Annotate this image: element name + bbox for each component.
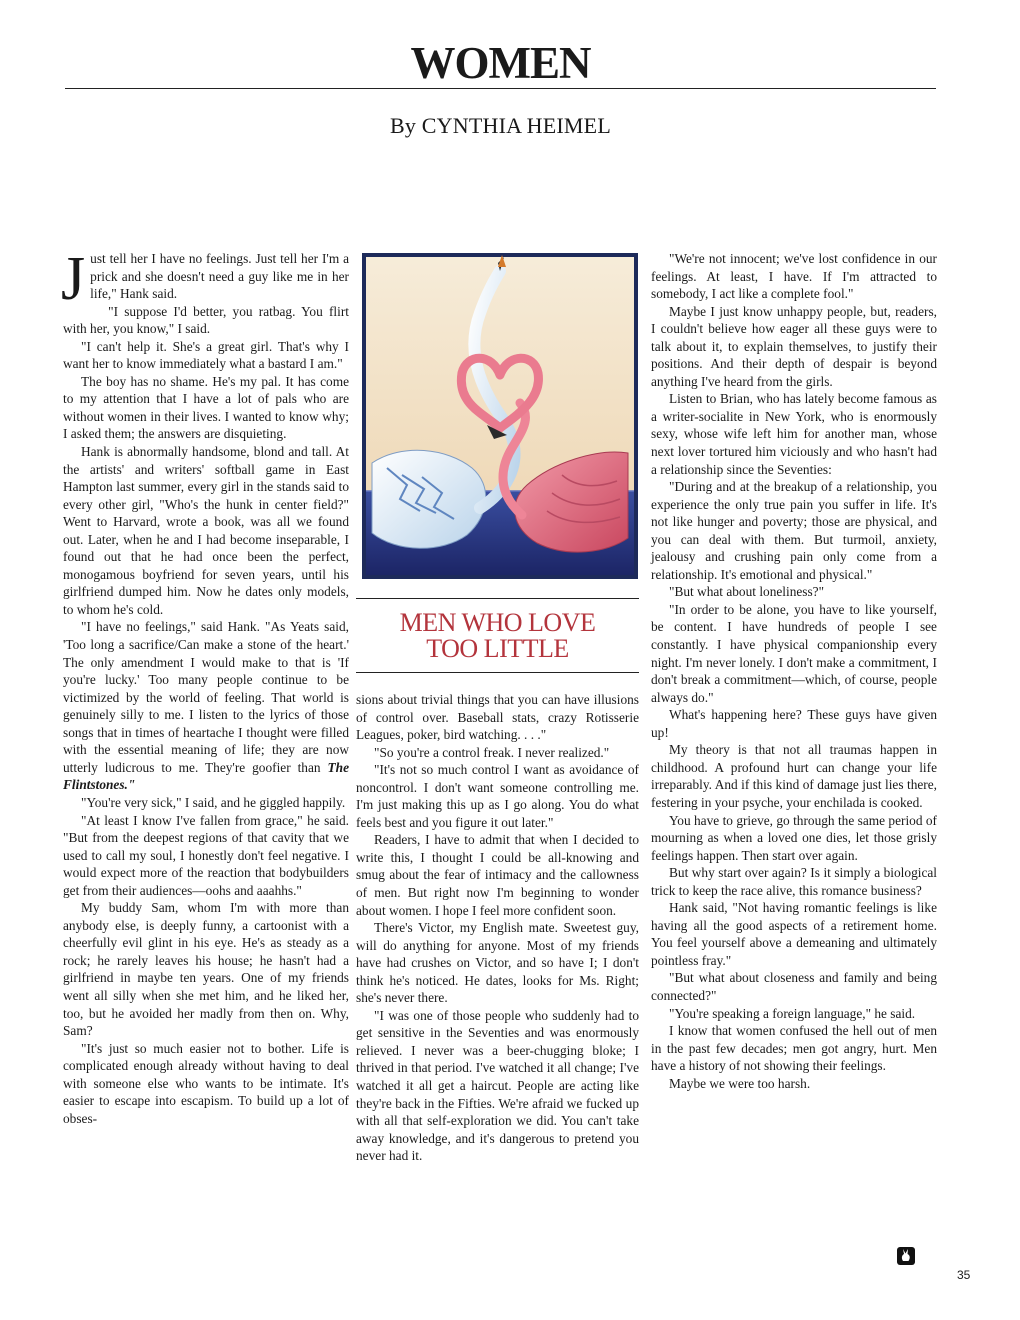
article-column-3 [651,250,937,1092]
page-number: 35 [957,1268,971,1282]
sidebar-top-rule [356,598,639,599]
paragraph: My buddy Sam, whom I'm with more than anybody else, is deeply funny, a cartoonist with a cheerfully evil glint in his eye. He's as steady as a rock; he rarely leaves his house; he hasn't had a girlfriend in maybe ten years. One of my friends went all silly when she met him, and he liked her, too, but he avoided her madly from then on. Why, Sam? [63,900,349,1039]
paragraph: Readers, I have to admit that when I decided to write this, I thought I could be all-knowing and smug about the fear of intimacy and the callowness of men. But right now I'm beginning to wonder about women. I hope I feel more confident soon. [356,832,639,918]
paragraph: You have to grieve, go through the same period of mourning as when a loved one dies, let those grisly feelings happen. Then start over again. [651,812,937,863]
paragraph: Maybe I just know unhappy people, but, readers, I couldn't believe how eager all these guys were to talk about it, to explain themselves, to justify their positions. And their depth of despair is beyond anything I've heard from the girls. [651,303,937,389]
paragraph: sions about trivial things that you can have illusions of control over. Baseball stats, crazy Rotisserie Leagues, poker, bird watching. . . ." [356,692,639,743]
paragraph: Maybe we were too harsh. [669,1075,811,1091]
italic-title: The Flintstones." [63,759,349,793]
article-column-2 [356,691,639,1165]
paragraph: "So you're a control freak. I never realized." [374,744,610,760]
paragraph: Hank said, "Not having romantic feelings is like having all the good aspects of a retirement home. You feel yourself above a demeaning and ultimately pointless fray." [651,900,937,968]
page-header [65,40,936,139]
paragraph: I know that women confused the hell out of men in the past few decades; men got angry, hurt. Men have a history of not showing their feelings. [651,1023,937,1074]
paragraph: "In order to be alone, you have to like yourself, be content. I have hundreds of people I see constantly. I have physical companionship every night. I'm never lonely. I don't make a commitment, I don't break a commitment—which, of course, people always do." [651,601,937,705]
two-swans-heart-illustration [362,253,638,579]
paragraph: Hank is abnormally handsome, blond and tall. At the artists' and writers' softball game in East Hampton last summer, every girl in the stands said to every other girl, "Who's the hunk in center field?" Went to Harvard, wrote a book, was all we found out. Later, when he and I had become inseparable, I found out that he had once been the perfect, monogamous boyfriend for seven years, until his girlfriend dumped him. Now he dates only models, to whom he's cold. [63,444,349,617]
drop-cap: J [61,245,86,313]
paragraph: "You're very sick," I said, and he giggled happily. [81,794,346,810]
title-rule [65,88,936,89]
paragraph: "During and at the breakup of a relationship, you experience the only true pain you suffer in life. It's not like hunger and poverty; those are physical, and you can deal with them. But turmoil, anxiety, jealousy and crushing pain only come from a relationship. It's emotional and physical." [651,479,937,582]
paragraph: "I have no feelings," said Hank. "As Yeats said, 'Too long a sacrifice/Can make a stone of the heart.' The only amendment I would make to that is 'If you're lucky.' Too many people continue to be victimized by the world of feeling. That world is genuinely silly to me. I listen to the lyrics of those songs that in times of heartache I thought were filled with the essential meaning of life; they are now utterly ludicrous to me. They're goofier than The Flintstones." [63,619,349,793]
article-column-1 [61,245,349,1127]
paragraph: "It's not so much control I want as avoidance of noncontrol. I don't want someone controlling me. I'm just making this up as I go along. You do what feels best and you figure it out later." [356,762,639,830]
page-title: WOMEN [410,38,591,88]
paragraph: "I was one of those people who suddenly had to get sensitive in the Seventies and was enormously relieved. I never was a beer-chugging bloke; I thrived in that period. I've watched it all change; I've watched it all get a haircut. People are acting like they're back in the Fifties. We're afraid we fucked up with all that self-exploration we did. You can't take away knowledge, and it's dangerous to pretend you never had it. [356,1007,639,1164]
paragraph: "You're speaking a foreign language," he said. [669,1005,916,1021]
rabbit-head-end-mark-icon [897,1247,915,1265]
sidebar-headline: MEN WHO LOVE TOO LITTLE [399,608,596,663]
paragraph: "It's just so much easier not to bother. Life is complicated enough already without having to deal with someone else who wants to be intimate. It's easier to escape into escapism. To build up a lot of obses- [63,1040,349,1126]
paragraph: But why start over again? Is it simply a biological trick to keep the race alive, this romance business? [651,865,937,898]
paragraph: Listen to Brian, who has lately become famous as a writer-socialite in New York, who is enormously sexy, whose wife left him for another man, whose next lover tortured him viciously and who hasn't had a relationship since the Seventies: [651,391,937,477]
paragraph: "At least I know I've fallen from grace," he said. "But from the deepest regions of that cavity that we used to call my soul, I honestly don't feel negative. I would expect more of the reaction that bodybuilders get from their audiences—oohs and aaahhs." [63,812,349,898]
paragraph: Just tell her I have no feelings. Just tell her I'm a prick and she doesn't need a guy like me in her life," Hank said. [61,245,349,313]
paragraph: The boy has no shame. He's my pal. It has come to my attention that I have a lot of pals who are without women in their lives. I wanted to know why; I asked them; the answers are disquieting. [63,373,349,442]
paragraph: "I can't help it. She's a great girl. That's why I want her to know immediately what a bastard I am." [63,338,349,372]
paragraph: My theory is that not all traumas happen in childhood. A profound hurt can change your life irreparably. And if this kind of damage just lies there, festering in your psyche, your enchilada is cooked. [651,742,937,810]
paragraph: There's Victor, my English mate. Sweetest guy, will do anything for anyone. Most of my friends have had crushes on Victor, and so have I; I don't think he's noticed. He dates, looks for Ms. Right; she's never there. [356,920,639,1006]
sidebar-bottom-rule [356,672,639,673]
paragraph: "I suppose I'd better, you ratbag. You flirt with her, you know," I said. [63,303,349,337]
paragraph: "But what about loneliness?" [669,584,825,600]
byline: By CYNTHIA HEIMEL [390,113,611,138]
paragraph: What's happening here? These guys have given up! [651,707,937,740]
paragraph: "But what about closeness and family and being connected?" [651,970,937,1003]
paragraph: "We're not innocent; we've lost confidence in our feelings. At least, I have. If I'm attracted to somebody, I act like a complete fool." [651,251,937,302]
